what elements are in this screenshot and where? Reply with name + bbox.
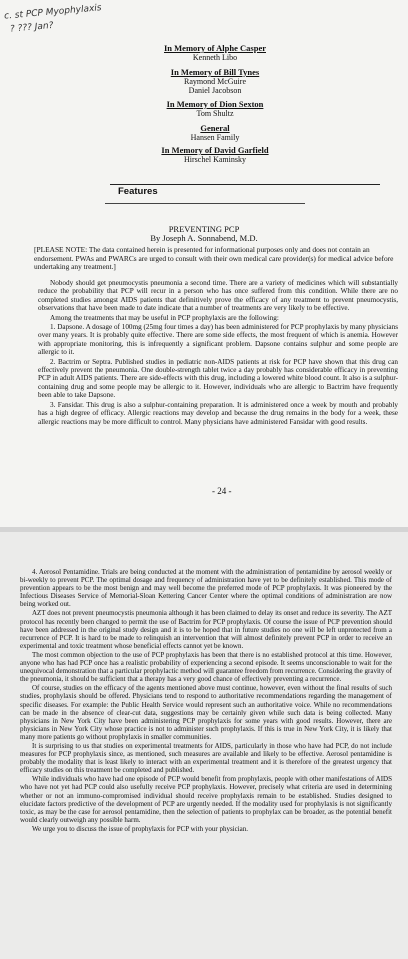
memorial-name: Hansen Family: [190, 133, 240, 142]
memorial-block: [130, 68, 300, 95]
paragraph: 4. Aerosol Pentamidine. Trials are being conducted at the moment with the administration of pentamidine by aerosol weekly or bi-weekly to prevent PCP. The optimal dosage and frequency of administration have yet to be definitely established. This mode of prevention appears to be the most benign and may well become the preferred mode of PCP prophylaxis. It was pioneered by the Infectious Diseases Service of Memorial-Sloan Kettering Cancer Center where the optimal conditions of administration are now being worked out.: [20, 568, 392, 609]
handwritten-note: c. st PCP Myophylaxis: [3, 3, 102, 22]
memorial-name: Hirschel Kaminsky: [184, 155, 246, 164]
paragraph: While individuals who have had one episode of PCP would benefit from prophylaxis, people with other manifestations of AIDS who have not yet had PCP could also usefully receive PCP prophylaxis. However, precisely what criteria are used in determining whether or not an immuno-compromised individual should receive prophylaxis remain to be established. Studies designed to elucidate factors predictive of the development of PCP are urgently needed. If the modality used for prophylaxis is not significantly toxic, as may be the case for aerosol pentamidine, then the selection of patients to prophylax can be broader, as the potential benefit would clearly outweigh any possible harm.: [20, 775, 392, 824]
section-rule: [110, 184, 380, 185]
memorial-title: In Memory of David Garfield: [161, 145, 269, 155]
article-byline: By Joseph A. Sonnabend, M.D.: [150, 233, 258, 243]
memorial-title: In Memory of Dion Sexton: [166, 99, 264, 109]
section-rule-bottom: [105, 203, 305, 204]
page-25: [0, 532, 408, 959]
paragraph: Among the treatments that may be useful in PCP prophylaxis are the following:: [50, 313, 279, 322]
handwritten-note-2: ? ??? Jan?: [9, 20, 54, 35]
paragraph: It is surprising to us that studies on experimental treatments for AIDS, particularly in those who have had PCP, do not include measures for PCP prophylaxis since, as mentioned, such measures are available and likely to be effective. Aerosol pentamidine is probably the modality that is least likely to interact with an experimental treatment and it is therefore of the greatest urgency that efficacy studies on this treatment be completed and published.: [20, 741, 392, 775]
paragraph: 3. Fansidar. This drug is also a sulphur-containing preparation. It is administered once a week by mouth and probably has a high degree of efficacy. Allergic reactions may develop and because the drug remains in the body for a week, these allergic reactions may be more difficult to control. Many physicians have administered Fansidar with good results.: [38, 400, 398, 426]
memorial-block: [130, 146, 300, 164]
paragraph: Of course, studies on the efficacy of the agents mentioned above must continue, however, even without the final results of such studies, prophylaxis should be offered. Physicians tend to respond to authoritative recommendations regarding the management of specific diseases. For example: the Public Health Service would represent such an authoritative voice. While no recommendations can be made in the absence of clear-cut data, suggestions may be certainly given while such data is being collected. Many physicians in New York City have been administering PCP prophylaxis for some years with good results. However, there are physicians in New York City whose practice is not to administer such prophylaxis. If this is true in New York City, it is likely that many more patients go without prophylaxis in smaller communities.: [20, 684, 392, 741]
memorial-block: [130, 44, 300, 62]
paragraph: We urge you to discuss the issue of prophylaxis for PCP with your physician.: [32, 824, 249, 833]
paragraph: 2. Bactrim or Septra. Published studies in pediatric non-AIDS patients at risk for PCP have shown that this drug can effectively prevent the pneumonia. One double-strength tablet twice a day probably has considerable efficacy in preventing PCP in adult AIDS patients. There are side-effects with this drug, including a lowered white blood count. It also is a sulphur-containing drug and some people may be allergic to it. However, individuals who are allergic to Bactrim have frequently been able to take Dapsone.: [38, 357, 398, 400]
memorial-block: [130, 100, 300, 118]
memorial-name: Tom Shultz: [196, 109, 234, 118]
memorial-name: Daniel Jacobson: [188, 86, 242, 95]
memorial-name: Kenneth Libo: [192, 53, 238, 62]
memorial-block: [130, 124, 300, 142]
paragraph: 1. Dapsone. A dosage of 100mg (25mg four times a day) has been administered for PCP prophylaxis by many physicians over many years. It is probably quite effective. There are some side effects, the most frequent of which is anemia. However with appropriate monitoring, this is infrequently a significant problem. Dapsone contains sulphur and some people are allergic to it.: [38, 323, 398, 357]
memorial-title: In Memory of Alphe Casper: [164, 43, 266, 53]
page-number: - 24 -: [212, 486, 232, 496]
article-body: [38, 279, 398, 427]
section-heading: Features: [118, 186, 158, 197]
memorial-title: General: [200, 123, 230, 133]
disclaimer-note: [PLEASE NOTE: The data contained herein is presented for informational purposes only and does not contain an endorsement. PWAs and PWARCs are urged to consult with their own medical care provider(s) for medical advice before undertaking any treatment.]: [34, 245, 394, 272]
memorial-name: Raymond McGuire: [184, 77, 246, 86]
article-body-continued: [20, 568, 392, 834]
paragraph: AZT does not prevent pneumocystis pneumonia although it has been claimed to delay its onset and reduce its severity. The AZT protocol has recently been changed to permit the use of Bactrim for PCP prophylaxis. Of course the issue of PCP prevention should have been addressed in the original study design and it is to be hoped that in future studies no one will be left unprotected from a recurrence of PCP. It is hard to be made to relinquish an intervention that will almost definitely prevent PCP in order to receive an experimental and toxic treatment whose beneficial effects cannot yet be known.: [20, 609, 392, 650]
paragraph: Nobody should get pneumocystis pneumonia a second time. There are a variety of medicines which will substantially reduce the probability that PCP will recur in a person who has once suffered from this condition. While there are no completed studies amongst AIDS patients that definitively prove the efficacy of any treatment to prevent pneumocystis, observations that have been made to date indicate that a number of treatments are very likely to be effective.: [38, 279, 398, 313]
memorial-title: In Memory of Bill Tynes: [170, 67, 260, 77]
article-title: PREVENTING PCP: [168, 224, 240, 234]
paragraph: The most common objection to the use of PCP prophylaxis has been that there is no established protocol at this time. However, anyone who has had PCP once has a realistic probability of experiencing a second episode. It seems unconscionable to wait for the unequivocal demonstration that a particular prophylactic method will guarantee freedom from recurrence. Considering the gravity of the pneumonia, it should be sufficient that a therapy has a very good chance of effectively preventing a recurrence.: [20, 650, 392, 684]
